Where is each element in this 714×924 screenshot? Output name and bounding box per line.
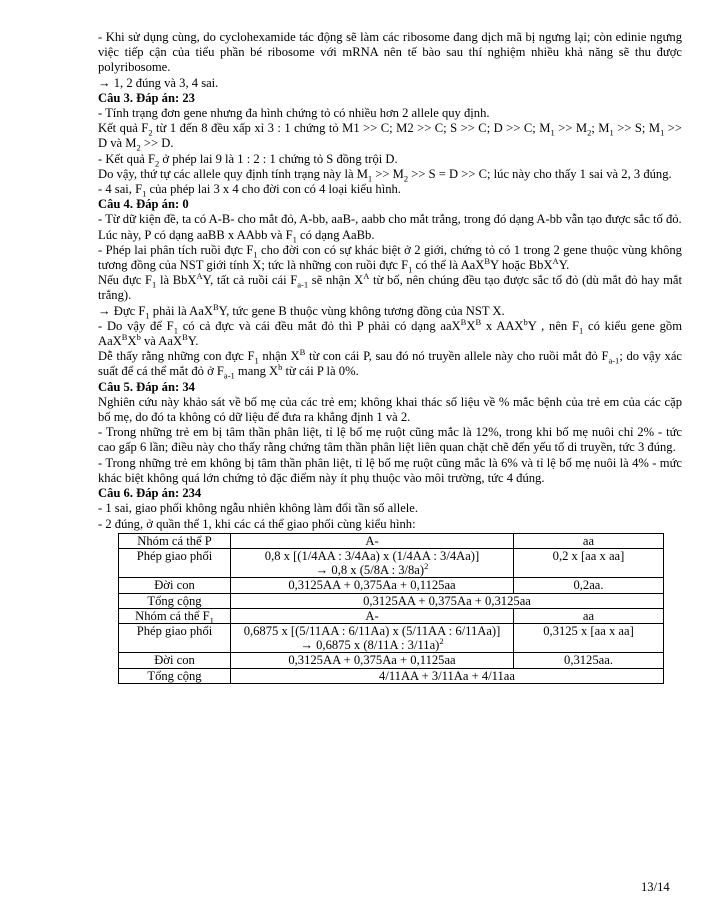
text-run: sẽ nhận X: [308, 273, 364, 288]
text-run: Kết quả F: [98, 121, 149, 136]
table-cell: [231, 548, 514, 577]
text-run: >> M: [554, 121, 588, 136]
table-row: [119, 653, 664, 668]
text-run: a-1: [608, 355, 620, 366]
table-cell: [231, 608, 514, 623]
text-run: 0,6875 x [(5/11AA : 6/11Aa) x (5/11AA : 6/11Aa)]: [243, 623, 501, 638]
text-run: Nhóm cá thể F: [135, 608, 210, 623]
text-run: Y.: [187, 334, 199, 349]
text-run: 1: [579, 325, 584, 336]
text-run: a-1: [297, 279, 309, 290]
text-run: X: [466, 318, 476, 333]
text-run: A-: [365, 533, 379, 548]
paragraph: [98, 152, 682, 167]
text-run: Y hoặc BbX: [490, 258, 553, 273]
text-run: A: [552, 255, 559, 266]
text-run: Đời con: [154, 653, 195, 668]
text-run: 2: [439, 635, 444, 646]
text-run: Nghiên cứu này khảo sát về bố mẹ của các trẻ em; không khai thác số liệu về % mắc bệnh của trẻ em của các cặp bố mẹ, do đó ta không có dữ liệu để đưa ra khẳng định 1 và 2.: [98, 394, 682, 425]
text-run: 0,2 x [aa x aa]: [552, 548, 625, 563]
table-cell: [514, 548, 664, 577]
text-run: >> S = D >> C; lúc này cho thấy 1 sai và 2, 3 đúng.: [408, 166, 672, 181]
table-cell: [119, 533, 231, 548]
table-row: [119, 533, 664, 548]
question-heading: [98, 91, 682, 106]
page-number: 13/14: [641, 880, 670, 894]
text-run: B: [212, 301, 219, 312]
text-run: Nếu đực F: [98, 273, 153, 288]
table-cell: [231, 533, 514, 548]
text-run: nhận X: [258, 349, 300, 364]
text-run: Đời con: [154, 578, 195, 593]
text-run: → Đực F: [98, 303, 146, 318]
text-run: Y, tức gene B thuộc vùng không tương đồng của NST X.: [218, 303, 505, 318]
table-row: [119, 578, 664, 593]
text-run: 1: [660, 127, 665, 138]
text-run: 2: [587, 127, 592, 138]
paragraph: [98, 517, 682, 532]
text-run: - Do vậy để F: [98, 318, 174, 333]
text-run: → 1, 2 đúng và 3, 4 sai.: [98, 75, 219, 90]
text-run: 0,3125AA + 0,375Aa + 0,1125aa: [288, 578, 456, 593]
paragraph: [98, 456, 682, 486]
text-run: Tổng cộng: [147, 668, 202, 683]
text-run: - Phép lai phân tích ruồi đực F: [98, 242, 254, 257]
text-run: - Kết quả F: [98, 151, 156, 166]
text-run: X: [127, 334, 137, 349]
text-run: 1: [408, 264, 413, 275]
text-run: → 0,8 x (5/8A : 3/8a): [315, 563, 425, 578]
text-run: 0,3125AA + 0,375Aa + 0,1125aa: [288, 653, 456, 668]
text-run: - 1 sai, giao phối không ngẫu nhiên không làm đổi tần số allele.: [98, 501, 419, 516]
text-run: → 0,6875 x (8/11A : 3/11a): [300, 638, 440, 653]
text-run: và AaX: [140, 334, 183, 349]
table-row: [119, 593, 664, 608]
table-cell: [119, 578, 231, 593]
text-run: là BbX: [156, 273, 197, 288]
text-run: Tổng cộng: [147, 593, 202, 608]
text-run: 1: [142, 188, 147, 199]
text-run: Phép giao phối: [136, 623, 213, 638]
text-run: a-1: [223, 370, 235, 381]
text-run: Do vậy, thứ tự các allele quy định tính trạng này là M: [98, 166, 368, 181]
text-run: >> M: [372, 166, 404, 181]
paragraph: [98, 167, 682, 182]
text-run: Y.: [558, 258, 570, 273]
text-run: 2: [148, 127, 153, 138]
text-run: >> D và M: [98, 121, 682, 151]
text-run: B: [475, 316, 482, 327]
paragraph: [98, 212, 682, 227]
text-run: 1: [173, 325, 178, 336]
text-run: từ bố, nên chúng đều tạo được sắc tố đỏ (dù mắt đỏ hay mắt trắng).: [98, 273, 682, 303]
text-run: x AAX: [481, 318, 524, 333]
question-heading: [98, 380, 682, 395]
table-cell: [119, 608, 231, 626]
text-run: 2: [155, 158, 160, 169]
question-heading: [98, 486, 682, 501]
paragraph: [98, 301, 682, 321]
paragraph: [98, 121, 682, 151]
text-run: 1: [609, 127, 614, 138]
genotype-table: [118, 533, 664, 684]
paragraph: [98, 395, 682, 425]
text-run: từ cái P là 0%.: [282, 364, 359, 379]
paragraph: [98, 501, 682, 516]
table-cell: [231, 593, 664, 608]
paragraph: [98, 76, 682, 91]
text-run: có kiểu gene gồm AaX: [98, 318, 682, 349]
text-run: Câu 4. Đáp án: 0: [98, 197, 189, 212]
text-run: từ con cái P, sau đó nó truyền allele này cho ruồi mắt đỏ F: [305, 349, 609, 364]
paragraph: [98, 228, 682, 243]
text-run: cho đời con có sự khác biệt ở 2 giới, chứng tỏ có 1 trong 2 gene thuộc vùng không tương đồng của NST giới tính X; tức là những con ruồi đực F: [98, 242, 682, 273]
text-run: 2: [136, 142, 141, 153]
table-cell: [514, 653, 664, 668]
text-run: Y , nên F: [527, 318, 579, 333]
text-run: 0,8 x [(1/4AA : 3/4Aa) x (1/4AA : 3/4Aa)]: [264, 548, 480, 563]
text-run: 0,3125 x [aa x aa]: [543, 623, 634, 638]
text-run: 0,2aa.: [573, 578, 604, 593]
text-run: Nhóm cá thể P: [137, 533, 212, 548]
text-run: 1: [367, 173, 373, 184]
text-run: 0,3125AA + 0,375Aa + 0,3125aa: [363, 593, 531, 608]
text-run: 1: [292, 234, 297, 245]
table-cell: [119, 623, 231, 652]
text-run: phải là AaX: [149, 303, 213, 318]
paragraph: [98, 316, 682, 349]
text-run: >> D.: [140, 136, 174, 151]
text-run: mang X: [234, 364, 279, 379]
text-run: 0,3125aa.: [564, 653, 613, 668]
text-run: B: [460, 316, 467, 327]
text-run: b: [523, 316, 528, 327]
table-cell: [119, 548, 231, 577]
paragraph: [98, 349, 682, 379]
text-run: A: [363, 271, 370, 282]
text-run: - 2 đúng, ở quần thể 1, khi các cá thể giao phối cùng kiểu hình:: [98, 516, 416, 531]
text-run: 1: [209, 615, 214, 626]
table-cell: [514, 533, 664, 548]
text-run: có dạng AaBb.: [296, 227, 375, 242]
text-run: b: [136, 331, 141, 342]
table-row: [119, 623, 664, 652]
table-cell: [514, 608, 664, 623]
text-run: Y, tất cả ruồi cái F: [202, 273, 298, 288]
text-run: - Trong những trẻ em không bị tâm thần phân liệt, tỉ lệ bố mẹ ruột cũng mắc là 6% và tỉ lệ bố mẹ nuôi là 4% - mức khác biệt không quá lớn chứng tỏ đặc điểm này ít phụ thuộc vào môi trường, tức 4 đúng.: [98, 455, 682, 485]
text-run: - Trong những trẻ em bị tâm thần phân liệt, tỉ lệ bố mẹ ruột cũng mắc là 12%, trong khi bố mẹ nuôi chỉ 2% - tức cao gấp 6 lần; điều này cho thấy rằng chứng tâm thần phân liệt liên quan chặt chẽ đến yếu tố di truyền, tức 3 đúng.: [98, 425, 682, 455]
table-cell: [119, 668, 231, 683]
text-run: - Từ dữ kiện đề, ta có A-B- cho mắt đỏ, A-bb, aaB-, aabb cho mắt trắng, trong đó dạng A-bb vẫn tạo được sắc tố đỏ.: [98, 212, 682, 227]
table-cell: [231, 668, 664, 683]
paragraph: [98, 273, 682, 303]
text-run: ở phép lai 9 là 1 : 2 : 1 chứng tỏ S đồng trội D.: [159, 151, 398, 166]
text-run: 1: [253, 249, 258, 260]
text-run: 1: [152, 279, 157, 290]
table-cell: [119, 593, 231, 608]
text-run: 1: [550, 127, 555, 138]
text-run: B: [182, 331, 188, 342]
table-cell: [231, 623, 514, 652]
text-run: B: [484, 255, 491, 266]
table-row: [119, 548, 664, 577]
text-run: Câu 6. Đáp án: 234: [98, 486, 202, 501]
table-row: [119, 608, 664, 623]
text-run: - Khi sử dụng cùng, do cyclohexamide tác động sẽ làm các ribosome đang dịch mã bị ngưng lại; còn edinie ngưng việc tiếp cận của tiểu phần bé ribosome với mRNA nên tế bào sau thí nghiệm nhiều khả năng sẽ thu được polyribosome.: [98, 30, 682, 75]
text-run: 1: [254, 355, 259, 366]
text-run: - 4 sai, F: [98, 182, 143, 197]
document-body: [98, 30, 682, 684]
paragraph: [98, 106, 682, 121]
text-run: ; do vậy xác suất để cá thể mắt đỏ ở F: [98, 349, 682, 379]
answer-text: [98, 30, 682, 532]
text-run: B: [121, 331, 128, 342]
text-run: B: [299, 347, 306, 358]
text-run: Câu 3. Đáp án: 23: [98, 90, 195, 105]
text-run: >> S; M: [613, 121, 661, 136]
text-run: aa: [582, 533, 595, 548]
text-run: Dễ thấy rằng những con đực F: [98, 349, 255, 364]
text-run: aa: [582, 608, 595, 623]
question-heading: [98, 197, 682, 212]
text-run: 4/11AA + 3/11Aa + 4/11aa: [379, 668, 515, 683]
paragraph: [98, 30, 682, 76]
text-run: có cả đực và cái đều mắt đỏ thì P phải có dạng aaX: [177, 318, 461, 333]
table-cell: [231, 653, 514, 668]
text-run: 2: [424, 560, 429, 571]
text-run: A: [196, 271, 203, 282]
text-run: ; M: [591, 121, 610, 136]
table-cell: [514, 623, 664, 652]
table-cell: [231, 578, 514, 593]
text-run: có thể là AaX: [412, 258, 485, 273]
text-run: A-: [365, 608, 379, 623]
table-cell: [119, 653, 231, 668]
text-run: b: [278, 362, 283, 373]
paragraph: [98, 425, 682, 455]
paragraph: [98, 182, 682, 197]
text-run: - Tính trạng đơn gene nhưng đa hình chứng tỏ có nhiều hơn 2 allele quy định.: [98, 106, 490, 121]
text-run: Lúc này, P có dạng aaBB x AAbb và F: [98, 227, 293, 242]
text-run: của phép lai 3 x 4 cho đời con có 4 loại kiểu hình.: [146, 182, 401, 197]
text-run: 2: [403, 173, 409, 184]
text-run: 1: [145, 310, 150, 321]
paragraph: [98, 243, 682, 273]
table-row: [119, 668, 664, 683]
table-cell: [514, 578, 664, 593]
text-run: từ 1 đến 8 đều xấp xỉ 3 : 1 chứng tỏ M1 >> C; M2 >> C; S >> C; D >> C; M: [152, 121, 551, 136]
text-run: Phép giao phối: [136, 548, 213, 563]
text-run: Câu 5. Đáp án: 34: [98, 379, 195, 394]
